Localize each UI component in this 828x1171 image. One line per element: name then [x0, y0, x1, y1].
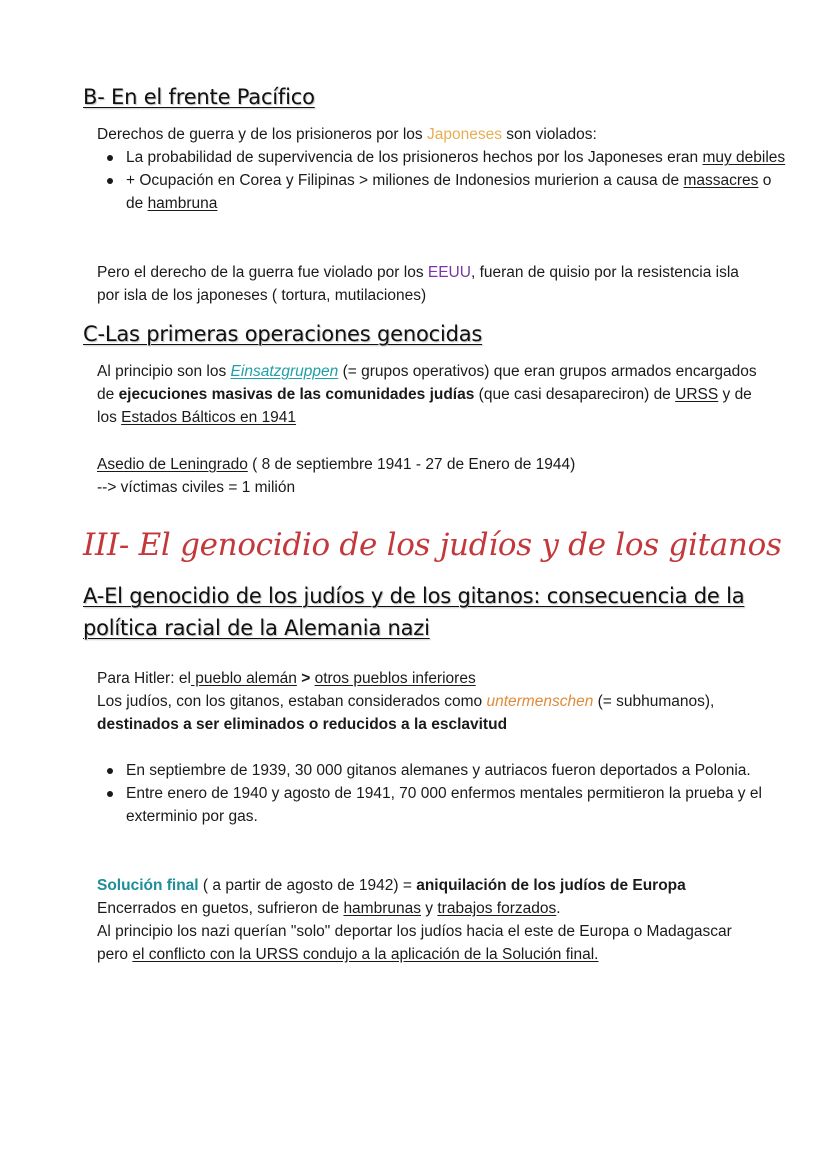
- paragraph-text: Para Hitler: el: [97, 670, 191, 687]
- bullet-text: + Ocupación en Corea y Filipinas > miliones de Indonesios murierion a causa de: [126, 172, 684, 189]
- paragraph-text: (= subhumanos),: [593, 693, 715, 710]
- underlined-text: hambrunas: [343, 900, 421, 917]
- bold-text: >: [296, 670, 315, 687]
- underlined-text: Estados Bálticos en 1941: [121, 409, 297, 426]
- solucion-final-paragraph: [97, 874, 757, 966]
- paragraph-text: ( a partir de agosto de 1942) =: [198, 877, 417, 894]
- paragraph-text: (que casi desapareciron) de: [474, 386, 676, 403]
- list-item: Entre enero de 1940 y agosto de 1941, 70 000 enfermos mentales permitieron la prueba y el exterminio por gas.: [126, 782, 786, 828]
- list-item: [126, 146, 786, 169]
- untermenschen-highlight: untermenschen: [486, 693, 594, 710]
- underlined-text: hambruna: [147, 195, 218, 212]
- bullet-text: La probabilidad de supervivencia de los prisioneros hechos por los Japoneses eran: [126, 149, 703, 166]
- section-b-intro: [97, 123, 757, 146]
- intro-text-end: son violados:: [501, 126, 597, 143]
- section-a-heading: A-El genocidio de los judíos y de los gitanos: consecuencia de la política racial de la Alemania nazi: [83, 584, 745, 640]
- bold-text: destinados a ser eliminados o reducidos a la esclavitud: [97, 716, 508, 733]
- paragraph-text: Encerrados en guetos, sufrieron de: [97, 900, 344, 917]
- underlined-text: pueblo alemán: [190, 670, 297, 687]
- japoneses-highlight: Japoneses: [426, 126, 502, 143]
- paragraph-text: --> víctimas civiles = 1 milión: [97, 479, 296, 496]
- section-a-list: [97, 759, 786, 828]
- list-item: En septiembre de 1939, 30 000 gitanos alemanes y autriacos fueron deportados a Polonia.: [126, 759, 786, 782]
- paragraph-text: y: [420, 900, 438, 917]
- bold-text: aniquilación de los judíos de Europa: [416, 877, 686, 894]
- underlined-text: el conflicto con la URSS condujo a la aplicación de la Solución final.: [132, 946, 599, 963]
- paragraph-text: y de los: [97, 386, 752, 426]
- underlined-text: otros pueblos inferiores: [314, 670, 476, 687]
- paragraph-text: Al principio los nazi querían "solo" deportar los judíos hacia el este de Europa o Madagascar pero: [97, 923, 732, 963]
- section-b-paragraph: [97, 261, 757, 307]
- section-b-heading: B- En el frente Pacífico: [83, 85, 315, 109]
- paragraph-text: Pero el derecho de la guerra fue violado por los: [97, 264, 428, 281]
- list-item: [126, 169, 786, 215]
- underlined-text: trabajos forzados: [437, 900, 557, 917]
- einsatzgruppen-link[interactable]: Einsatzgruppen: [230, 363, 339, 380]
- bullet-text: o de: [126, 172, 772, 212]
- underlined-text: URSS: [675, 386, 719, 403]
- paragraph-text: Al principio son los: [97, 363, 231, 380]
- intro-text: Derechos de guerra y de los prisioneros por los: [97, 126, 427, 143]
- paragraph-text: ( 8 de septiembre 1941 - 27 de Enero de 1944): [247, 456, 576, 473]
- paragraph-text: .: [556, 900, 561, 917]
- underlined-text: muy debiles: [702, 149, 786, 166]
- leningrado-paragraph: [97, 453, 757, 499]
- hitler-paragraph: [97, 667, 757, 736]
- section-c-heading: C-Las primeras operaciones genocidas: [83, 322, 483, 346]
- bold-text: ejecuciones masivas de las comunidades judías: [118, 386, 475, 403]
- underlined-text: massacres: [683, 172, 759, 189]
- section-b-list: [97, 146, 786, 215]
- eeuu-highlight: EEUU: [427, 264, 471, 281]
- paragraph-text: Los judíos, con los gitanos, estaban considerados como: [97, 693, 487, 710]
- section-c-paragraph: [97, 360, 757, 429]
- solucion-final-label: Solución final: [97, 877, 199, 894]
- underlined-text: Asedio de Leningrado: [97, 456, 248, 473]
- paragraph-text: , fueran de quisio por la resistencia isla por isla de los japoneses ( tortura, mutilaciones): [97, 264, 739, 304]
- section-iii-heading: III- El genocidio de los judíos y de los gitanos: [83, 527, 782, 563]
- paragraph-text: (= grupos operativos) que eran grupos armados encargados de: [97, 363, 757, 403]
